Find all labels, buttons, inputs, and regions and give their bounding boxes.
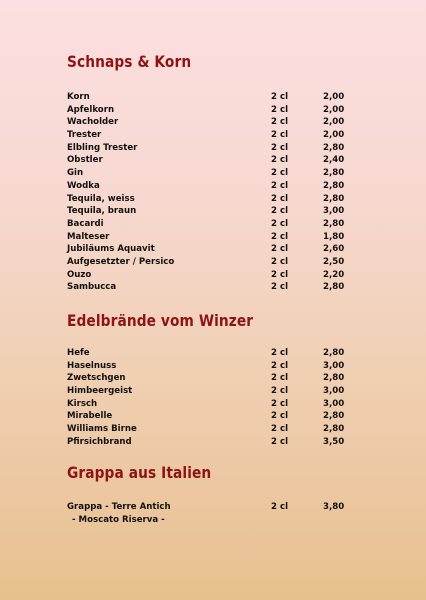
menu-item-row <box>0 193 426 206</box>
menu-item-row <box>0 281 426 294</box>
item-volume: 2 cl <box>271 104 289 115</box>
item-name: Korn <box>67 92 90 102</box>
menu-item-row <box>0 116 426 129</box>
item-volume: 2 cl <box>271 360 289 371</box>
item-name: Ouzo <box>67 269 92 280</box>
menu-item-row <box>0 218 426 231</box>
item-price: 2,80 <box>323 142 345 153</box>
item-volume: 2 cl <box>271 282 289 293</box>
item-name: Hefe <box>67 348 90 358</box>
item-price: 2,80 <box>323 373 345 384</box>
item-name: Williams Birne <box>67 424 137 435</box>
item-volume: 2 cl <box>271 502 289 512</box>
item-price: 2,80 <box>323 168 345 179</box>
item-name: Aufgesetzter / Persico <box>67 256 175 267</box>
menu-item-row <box>0 360 426 373</box>
schnaps-list <box>0 91 426 294</box>
menu-item-row <box>0 91 426 104</box>
section-title-schnaps: Schnaps & Korn <box>67 52 192 71</box>
item-price: 1,80 <box>323 231 345 242</box>
item-price: 2,80 <box>323 282 345 293</box>
item-name: Haselnuss <box>67 360 117 371</box>
menu-item-row <box>0 501 426 514</box>
section-title-grappa: Grappa aus Italien <box>67 463 212 482</box>
item-price: 2,20 <box>323 269 345 280</box>
item-price: 2,50 <box>323 256 345 267</box>
item-volume: 2 cl <box>271 193 289 204</box>
item-name: Trester <box>67 130 102 141</box>
item-price: 2,80 <box>323 193 345 204</box>
item-volume: 2 cl <box>271 411 289 422</box>
item-name: Obstler <box>67 155 103 166</box>
item-name: Jubiläums Aquavit <box>67 244 155 255</box>
menu-item-row <box>0 347 426 360</box>
item-price: 3,00 <box>323 360 345 371</box>
item-volume: 2 cl <box>271 142 289 153</box>
menu-item-row <box>0 398 426 411</box>
item-volume: 2 cl <box>271 130 289 141</box>
menu-item-row <box>0 269 426 282</box>
item-name: Sambucca <box>67 282 117 293</box>
item-name: Wodka <box>67 180 100 191</box>
menu-item-row <box>0 180 426 193</box>
item-price: 2,00 <box>323 117 345 128</box>
item-price: 2,80 <box>323 424 345 435</box>
item-name: Pfirsichbrand <box>67 436 132 447</box>
menu-item-row <box>0 410 426 423</box>
item-volume: 2 cl <box>271 398 289 409</box>
item-volume: 2 cl <box>271 424 289 435</box>
item-price: 2,40 <box>323 155 345 166</box>
menu-item-row <box>0 231 426 244</box>
item-volume: 2 cl <box>271 348 289 358</box>
item-price: 2,00 <box>323 104 345 115</box>
item-volume: 2 cl <box>271 231 289 242</box>
item-price: 3,50 <box>323 436 345 447</box>
item-volume: 2 cl <box>271 155 289 166</box>
menu-item-row <box>0 154 426 167</box>
item-name: Grappa - Terre Antich <box>67 502 171 512</box>
item-name: Tequila, weiss <box>67 193 135 204</box>
item-volume: 2 cl <box>271 256 289 267</box>
menu-item-row <box>0 142 426 155</box>
item-name: Gin <box>67 168 84 179</box>
item-volume: 2 cl <box>271 386 289 397</box>
item-name: Tequila, braun <box>67 206 137 217</box>
menu-item-row <box>0 205 426 218</box>
item-name: Wacholder <box>67 117 119 128</box>
item-name: Malteser <box>67 231 110 242</box>
item-price: 2,80 <box>323 180 345 191</box>
item-name: Zwetschgen <box>67 373 126 384</box>
item-volume: 2 cl <box>271 269 289 280</box>
item-name: Himbeergeist <box>67 386 133 397</box>
item-volume: 2 cl <box>271 206 289 217</box>
item-price: 2,00 <box>323 130 345 141</box>
item-volume: 2 cl <box>271 180 289 191</box>
section-title-edelbraende: Edelbrände vom Winzer <box>67 311 254 330</box>
item-price: 3,80 <box>323 502 345 512</box>
item-name: Bacardi <box>67 218 104 229</box>
item-volume: 2 cl <box>271 244 289 255</box>
item-volume: 2 cl <box>271 218 289 229</box>
edelbraende-list <box>0 347 426 449</box>
item-price: 3,00 <box>323 386 345 397</box>
item-name: Mirabelle <box>67 411 113 422</box>
item-volume: 2 cl <box>271 92 289 102</box>
menu-item-row <box>0 256 426 269</box>
item-price: 2,80 <box>323 218 345 229</box>
menu-item-row <box>0 167 426 180</box>
menu-item-row <box>0 372 426 385</box>
menu-item-row <box>0 104 426 117</box>
item-price: 2,80 <box>323 348 345 358</box>
menu-item-row <box>0 129 426 142</box>
item-price: 2,60 <box>323 244 345 255</box>
grappa-subline: - Moscato Riserva - <box>72 515 165 525</box>
item-price: 3,00 <box>323 398 345 409</box>
item-name: Kirsch <box>67 398 98 409</box>
item-name: Apfelkorn <box>67 104 115 115</box>
item-volume: 2 cl <box>271 117 289 128</box>
grappa-list <box>0 501 426 514</box>
menu-item-row <box>0 243 426 256</box>
item-volume: 2 cl <box>271 168 289 179</box>
item-price: 2,80 <box>323 411 345 422</box>
item-volume: 2 cl <box>271 373 289 384</box>
item-price: 2,00 <box>323 92 345 102</box>
menu-item-row <box>0 385 426 398</box>
item-volume: 2 cl <box>271 436 289 447</box>
menu-item-row <box>0 436 426 449</box>
menu-item-row <box>0 423 426 436</box>
item-name: Elbling Trester <box>67 142 138 153</box>
item-price: 3,00 <box>323 206 345 217</box>
